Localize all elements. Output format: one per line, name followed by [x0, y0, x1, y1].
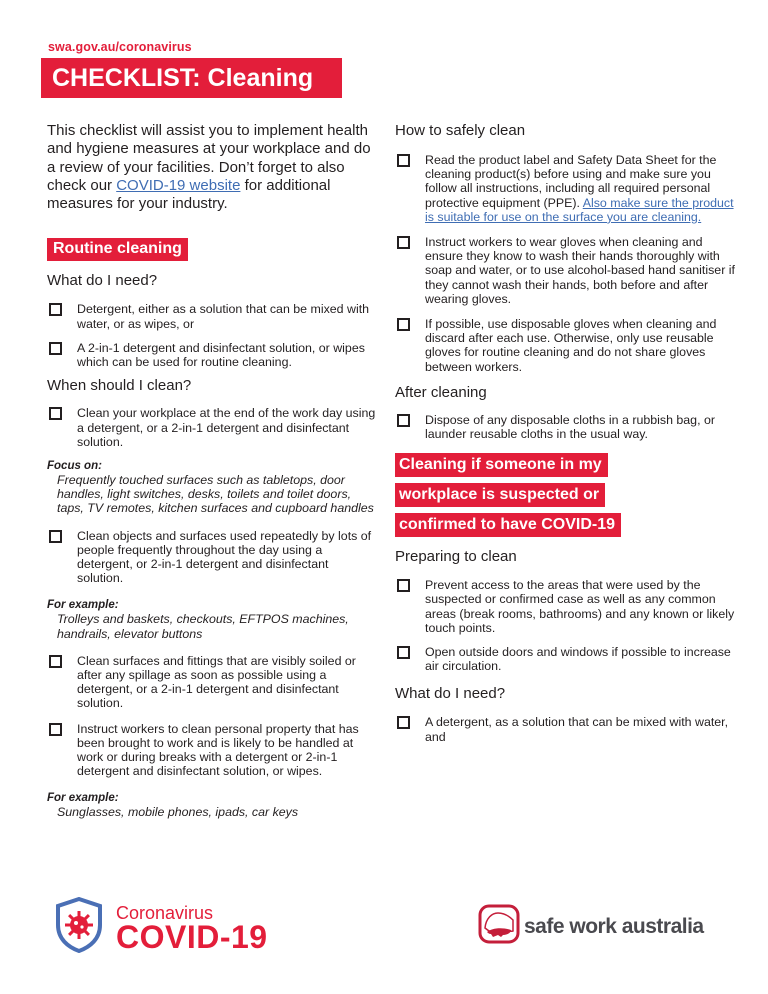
- coronavirus-label: Coronavirus: [116, 902, 214, 923]
- australia-map-icon: [478, 904, 520, 949]
- shield-virus-icon: [54, 897, 104, 958]
- need-heading: What do I need?: [47, 272, 158, 290]
- covid-19-label: COVID-19: [116, 918, 268, 955]
- page-title: CHECKLIST: Cleaning: [41, 58, 342, 98]
- checklist-item: [395, 235, 735, 306]
- checklist-item: [47, 406, 377, 449]
- item-text: [425, 153, 735, 224]
- item-text: Instruct workers to clean personal property that has been brought to work and is likely to be handled at work or during breaks with a detergent or 2-in-1 detergent and disinfectant solution, or wipes.: [77, 721, 359, 779]
- checkbox[interactable]: [49, 655, 62, 668]
- example-text: Trolleys and baskets, checkouts, EFTPOS machines, handrails, elevator buttons: [57, 612, 349, 641]
- checkbox[interactable]: [397, 579, 410, 592]
- intro-paragraph: [47, 122, 377, 213]
- site-url[interactable]: swa.gov.au/coronavirus: [48, 40, 192, 54]
- checkbox[interactable]: [397, 318, 410, 331]
- checklist-item: [47, 529, 377, 586]
- preparing-heading: Preparing to clean: [395, 548, 517, 566]
- checklist-item: [47, 654, 377, 711]
- checkbox[interactable]: [397, 646, 410, 659]
- checkbox[interactable]: [397, 716, 410, 729]
- checklist-item: [395, 413, 735, 441]
- checkbox[interactable]: [397, 414, 410, 427]
- suspected-case-heading: [395, 453, 735, 543]
- checklist-item: [47, 341, 377, 369]
- safely-heading: How to safely clean: [395, 122, 526, 139]
- banner-line: Cleaning if someone in my: [395, 453, 608, 477]
- focus-label: Focus on:: [47, 459, 102, 472]
- item-text: Clean surfaces and fittings that are visibly soiled or after any spillage as soon as possible using a detergent, or a 2-in-1 detergent and disinfectant solution.: [77, 653, 356, 711]
- focus-text: Frequently touched surfaces such as tabletops, door handles, light switches, desks, toilets and toilet doors, taps, TV remotes, kitchen surfaces and cupboard handles: [57, 472, 374, 516]
- left-column: [47, 122, 377, 820]
- item-text: Prevent access to the areas that were used by the suspected or confirmed case as well as any common areas (break rooms, bathrooms) and any known or likely touch points.: [425, 578, 735, 635]
- covid-19-logo: [54, 897, 268, 958]
- banner-line: confirmed to have COVID-19: [395, 513, 621, 537]
- example-text: Sunglasses, mobile phones, ipads, car keys: [57, 805, 299, 820]
- routine-cleaning-heading: Routine cleaning: [47, 238, 188, 261]
- item-text: Clean objects and surfaces used repeatedly by lots of people frequently throughout the day using a detergent, or 2-in-1 detergent and disinfectant solution.: [77, 528, 372, 586]
- checklist-item: [395, 317, 735, 374]
- example-label: For example:: [47, 792, 119, 805]
- safe-work-australia-logo: [478, 904, 704, 949]
- banner-line: workplace is suspected or: [395, 483, 605, 507]
- intro-text-end: for additional measures for your industry.: [47, 176, 331, 213]
- checklist-item: [395, 645, 735, 673]
- example-label: For example:: [47, 599, 119, 612]
- item-text: Open outside doors and windows if possible to increase air circulation.: [425, 645, 731, 674]
- checkbox[interactable]: [49, 530, 62, 543]
- checklist-item: [395, 578, 735, 635]
- checklist-item: [395, 715, 735, 743]
- item-text: Clean your workplace at the end of the work day using a detergent, or a 2-in-1 detergent and disinfectant solution.: [77, 406, 376, 449]
- checkbox[interactable]: [49, 342, 62, 355]
- need-heading: What do I need?: [395, 685, 506, 703]
- swa-wordmark: safe work australia: [524, 914, 704, 938]
- checkbox[interactable]: [49, 303, 62, 316]
- product-suitable-link[interactable]: Also make sure the product is suitable for use on the surface you are cleaning.: [425, 195, 734, 224]
- item-text: A 2-in-1 detergent and disinfectant solution, or wipes which can be used for routine cleaning.: [77, 340, 365, 370]
- checkbox[interactable]: [397, 154, 410, 167]
- item-text: Instruct workers to wear gloves when cleaning and ensure they know to wash their hands thoroughly with soap and water, or to use alcohol-based hand sanitiser if they cannot wash their hands, both before and after wearing gloves.: [425, 235, 735, 306]
- item-text: Detergent, either as a solution that can be mixed with water, or as wipes, or: [77, 302, 370, 331]
- checklist-item: [47, 302, 377, 330]
- covid-website-link[interactable]: COVID-19 website: [116, 176, 241, 194]
- intro-text: This checklist will assist you to implement health and hygiene measures at your workplace and do a review of your facilities. Don’t forget to also check our: [47, 122, 371, 194]
- right-column: [395, 122, 735, 744]
- checkbox[interactable]: [397, 236, 410, 249]
- item-text: Dispose of any disposable cloths in a rubbish bag, or launder reusable cloths in the usual way.: [425, 412, 715, 442]
- item-text: If possible, use disposable gloves when cleaning and discard after each use. Otherwise, only use reusable gloves for routine cleaning and do not share gloves between workers.: [425, 317, 717, 374]
- checklist-item: [47, 722, 377, 779]
- after-heading: After cleaning: [395, 383, 487, 401]
- checkbox[interactable]: [49, 407, 62, 420]
- item-text-main: Read the product label and Safety Data Sheet for the cleaning product(s) before using and make sure you follow all instructions, including all required personal protective equipment (PPE).: [425, 153, 717, 210]
- item-text: A detergent, as a solution that can be mixed with water, and: [425, 715, 729, 744]
- checklist-item: [395, 153, 735, 224]
- when-heading: When should I clean?: [47, 377, 192, 395]
- checkbox[interactable]: [49, 723, 62, 736]
